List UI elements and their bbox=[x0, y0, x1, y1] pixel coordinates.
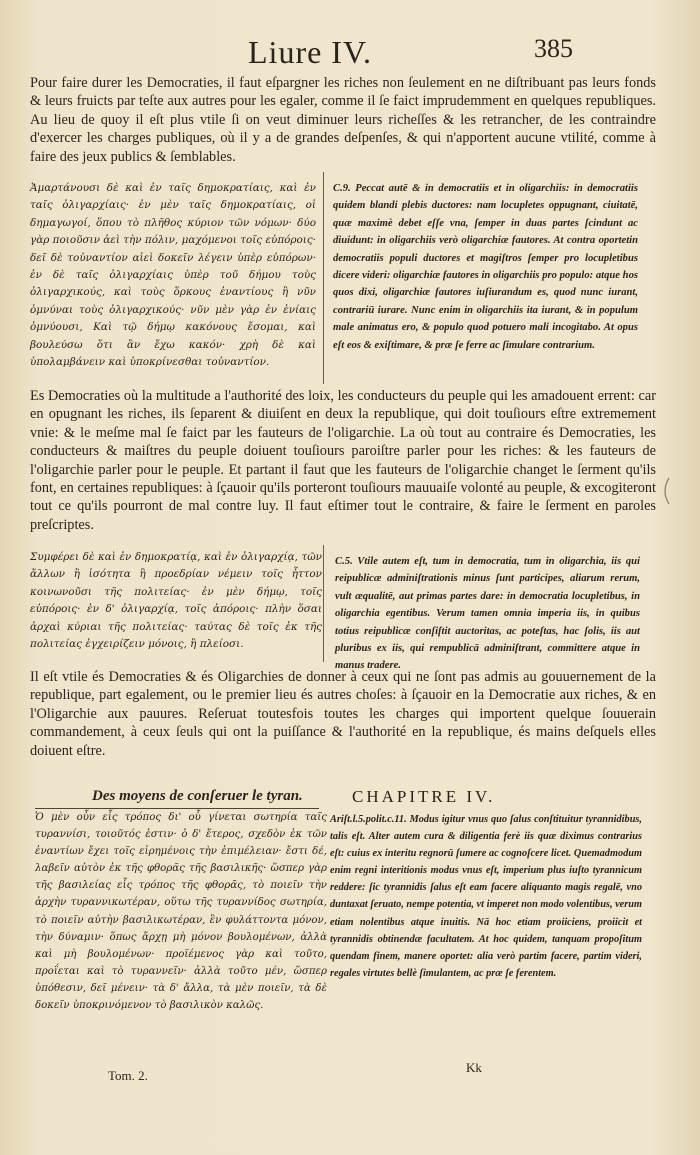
greek-text-block-1: Ἁμαρτάνουσι δὲ καὶ ἐν ταῖς δημοκρατίαις, καὶ ἐν ταῖς ὀλιγαρχίαις· ἐν μὲν ταῖς δημοκρατίαις, οἱ δημαγωγοί, ὅπου τὸ πλῆθος κύριον τῶν νόμων· δύο γὰρ ποιοῦσιν ἀεὶ τὴν πόλιν, μαχόμενοι τοῖς εὐπόροις· δεῖ δὲ τοὐναντίον αἰεὶ δοκεῖν λέγειν ὑπὲρ εὐπόρων· ἐν δὲ ταῖς ὀλιγαρχίαις ὑπὲρ τοῦ δήμου τοὺς ὀλιγαρχικούς, καὶ τοὺς ὅρκους ἐναντίους ἢ νῦν ὀμνύναι τοὺς ὀλιγαρχικούς· νῦν μὲν γὰρ ἐν ἐνίαις ὀμνύουσι, Καὶ τῷ δήμῳ κακόνους ἔσομαι, καὶ βουλεύσω ὅτι ἂν ἔχω κακόν· χρὴ δὲ καὶ ὑπολαμβάνειν καὶ ὑποκρίνεσθαι τοὐναντίον. bbox=[30, 182, 316, 369]
section-heading: Des moyens de conſeruer le tyran. bbox=[92, 788, 303, 804]
margin-bracket-mark bbox=[657, 476, 673, 506]
column-divider bbox=[323, 172, 324, 384]
paragraph-oligarchies: Il eſt vtile és Democraties & és Oligarchies de donner à ceux qui ne ſont pas admis au gouuernement de la republique, part egalement, ou le premier lieu és autres choſes: à ſçauoir en la Democratie aux riches, & en l'Oligarchie aux pauures. Reſeruat toutesfois toutes les charges qui importent quelque ſouuerain commandement, à ceux ſeuls qui ont la puiſſance & l'authorité en la republique, és mains deſquels elles doiuent eſtre. bbox=[30, 669, 656, 759]
running-title: Liure IV. bbox=[248, 34, 372, 70]
signature-mark: Kk bbox=[466, 1060, 482, 1075]
page-header bbox=[0, 30, 700, 70]
chapter-heading: CHAPITRE IV. bbox=[352, 787, 496, 806]
column-divider bbox=[323, 545, 324, 662]
latin-text-block-2: C.5. Vtile autem eſt, tum in democratia, tum in oligarchia, iis qui reipublicæ adminiſtrationis minus ſunt participes, aliarum rerum, vult æqualitē, aut primas partes dare: in democratia locupletibus, in oligarchia egentibus. Verum tamen omnia imperia iis, in quibus totius reipublicæ conſiſtit auctoritas, ac poteſtas, hac ſolis, iis aut pluribus ex iis, qui rempublicā adminiſtrant, committere atque in manus tradere. bbox=[335, 556, 640, 672]
paragraph-conducteurs-peuple: Es Democraties où la multitude a l'authorité des loix, les conducteurs du peuple qui les amadouent errent: car en opugnant les riches, ils ſeparent & diuiſent en deux la republique, qui doit touſiours eſtre extremement vnie: & le meſme mal ſe faict par les fauteurs de l'oligarchie. La où tout au contraire és Democraties, les conducteurs & maiſtres du peuple doiuent touſiours paroiſtre parler pour les riches: & les fauteurs de l'oligarchie parler pour le peuple. Et partant il faut que les fauteurs de l'oligarchie changet le ſerment qu'ils font, en certaines republiques: à ſçauoir qu'ils porteront touſiours mauuaiſe volonté au peuple, & excogiteront tout ce qu'ils pourront de mal contre luy. Il faut eſtimer tout le contraire, & faire le ſerment en paroles preſcriptes. bbox=[30, 388, 656, 533]
tome-footer: Tom. 2. bbox=[108, 1068, 148, 1083]
greek-text-block-3: Ὁ μὲν οὖν εἷς τρόπος δι' οὗ γίνεται σωτηρία ταῖς τυραννίσι, τοιοῦτός ἐστιν· ὁ δ' ἕτερος, σχεδὸν ἐκ τῶν ἐναντίων ἔχει τοῖς εἰρημένοις τὴν ἐπιμέλειαν· ἔστι δέ, λαβεῖν αὐτὸν ἐκ τῆς φθορᾶς τῆς βασιλικῆς· ὥσπερ γὰρ τῆς βασιλείας εἷς τρόπος τῆς φθορᾶς, τὸ ποιεῖν τὴν ἀρχὴν τυραννικωτέραν, οὕτω τῆς τυραννίδος σωτηρία, τὸ ποιεῖν αὐτὴν βασιλικωτέραν, ἓν φυλάττοντα μόνον, τὴν δύναμιν· ὅπως ἄρχῃ μὴ μόνον βουλομένων, ἀλλὰ καὶ μὴ βουλομένων· προϊέμενος γὰρ καὶ τοῦτο, προΐεται καὶ τὸ τυραννεῖν· ἀλλὰ τοῦτο μέν, ὥσπερ ὑπόθεσιν, δεῖ μένειν· τὰ δ' ἄλλα, τὰ μὲν ποιεῖν, τὰ δὲ δοκεῖν ὑποκρινόμενον τὸ βασιλικὸν καλῶς. bbox=[35, 812, 327, 1012]
latin-text-block-1: C.9. Peccat autē & in democratiis et in oligarchiis: in democratiis quidem blandi plebis ductores: nam locupletes oppugnant, ciuitatē, quæ maximè debet eſſe vna, ſemper in duas partes ſcindunt ac diuidunt: in oligarchiis verò oligarchiæ fautores. At contra oportetin democratiis populi ductores et magiſtros ſemper pro locupletibus dicere videri: oligarchiæ fautores in oligarchiis pro populo: atque hos quos dixi, oligarchiæ fautores iuſiurandum es, quod nunc iurant, contrariū iurare. Nunc enim in oligarchiis ita iurant, & in populum male animatus ero, & populo quod potuero mali incogitabo. At opus eſt eos & exiſtimare, & præ ſe ferre ac ſimulare contrarium. bbox=[333, 183, 638, 351]
page-number: 385 bbox=[534, 34, 573, 63]
greek-text-block-2: Συμφέρει δὲ καὶ ἐν δημοκρατίᾳ, καὶ ἐν ὀλιγαρχίᾳ, τῶν ἄλλων ἢ ἰσότητα ἢ προεδρίαν νέμειν τοῖς ἧττον κοινωνοῦσι τῆς πολιτείας· ἐν μὲν δήμῳ, τοῖς εὐπόροις· ἐν δ' ὀλιγαρχίᾳ, τοῖς ἀπόροις· πλὴν ὅσαι ἀρχαὶ κύριαι τῆς πολιτείας· ταύτας δὲ τοῖς ἐκ τῆς πολιτείας ἐγχειρίζειν μόνοις, ἢ πλείοσι. bbox=[30, 551, 322, 651]
latin-text-block-3: Ariſt.l.5.polit.c.11. Modus igitur vnus quo ſalus conſtituitur tyrannidibus, talis eſt. Alter autem cura & diligentia ferè iis quæ diximus contrarius eſt: cuius ex interitu regnorū ſumere ac cognoſcere licet. Quemadmodum enim regni interitionis modus vnus eſt, imperium plus iuſto tyrannicum reddere: ſic tyrannidis ſalus eſt eam facere aliquanto magis regalē, vno duntaxat ſeruato, nempe potentia, vt imperet non modo volentibus, verum etiam nolentibus atque inuitis. Nā hoc etiam proiiciens, proiicit et tyrannidis obtinendæ facultatem. At hoc quidem, tanquam propoſitum quendam finem, manere oportet: alia verò partim facere, partim videri, regales virtutes bellè ſimulantem, ac præ ſe ferentem. bbox=[330, 814, 642, 979]
paragraph-democraties-riches: Pour faire durer les Democraties, il faut eſpargner les riches non ſeulement en ne diſtribuant pas leurs fonds & leurs fruicts par teſte aux autres pour les egaler, comme il ſe faict imprudemment en quelques republiques. Au lieu de quoy il eſt plus vtile ſi on veut diminuer leurs richeſſes & les retrancher, de les contraindre d'exercer les charges publiques, où il y a de grandes deſpenſes, & qui n'apportent aucune vtilité, comme à faire des jeux publics & ſemblables. bbox=[30, 75, 656, 165]
